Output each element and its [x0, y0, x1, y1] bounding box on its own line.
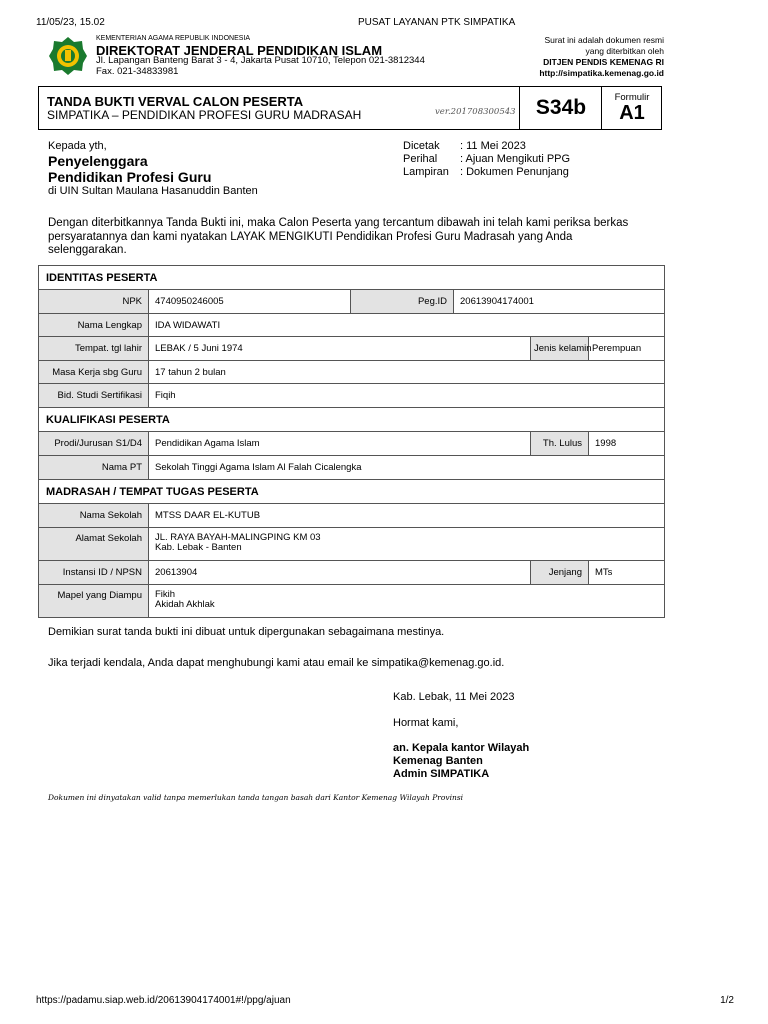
form-label: Formulir — [614, 92, 650, 103]
prodi-value: Pendidikan Agama Islam — [149, 432, 531, 456]
meta-value-perihal: : Ajuan Mengikuti PPG — [460, 153, 571, 165]
alamat-line2: Kab. Lebak - Banten — [155, 542, 242, 553]
sekolah-label: Nama Sekolah — [39, 504, 149, 528]
form-box — [601, 87, 662, 129]
intro-line2: persyaratannya dan kami nyatakan LAYAK MENGIKUTI Pendidikan Profesi Guru Madrasah yang Anda — [48, 230, 573, 243]
sign-place-date: Kab. Lebak, 11 Mei 2023 — [393, 691, 515, 703]
addressee-location: di UIN Sultan Maulana Hasanuddin Banten — [48, 185, 258, 197]
title-box — [38, 86, 662, 130]
intro-line3: selenggarakan. — [48, 244, 127, 256]
nama-label: Nama Lengkap — [39, 314, 149, 337]
directorate-name: DIREKTORAT JENDERAL PENDIDIKAN ISLAM — [96, 43, 383, 58]
mapel-value — [149, 585, 665, 618]
alamat-label: Alamat Sekolah — [39, 528, 149, 561]
prodi-label: Prodi/Jurusan S1/D4 — [39, 432, 149, 456]
official-note-line2: yang diterbitkan oleh — [585, 46, 664, 56]
salutation: Kepada yth, — [48, 140, 107, 152]
section-identitas: IDENTITAS PESERTA — [39, 266, 665, 290]
closing-line1: Demikian surat tanda bukti ini dibuat untuk dipergunakan sebagaimana mestinya. — [48, 626, 445, 638]
lulus-label: Th. Lulus — [531, 432, 589, 456]
official-note-line1: Surat ini adalah dokumen resmi — [544, 35, 664, 45]
ttl-label: Tempat. tgl lahir — [39, 337, 149, 361]
official-note-issuer: DITJEN PENDIS KEMENAG RI — [543, 57, 664, 67]
alamat-value — [149, 528, 665, 561]
addressee-line1: Penyelenggara — [48, 153, 148, 169]
directorate-address: Jl. Lapangan Banteng Barat 3 - 4, Jakarta Pusat 10710, Telepon 021-3812344 — [96, 55, 425, 66]
sekolah-value: MTSS DAAR EL-KUTUB — [149, 504, 665, 528]
print-url: https://padamu.siap.web.id/20613904174001#!/ppg/ajuan — [36, 995, 291, 1006]
print-datetime: 11/05/23, 15.02 — [36, 17, 105, 28]
section-kualifikasi: KUALIFIKASI PESERTA — [39, 408, 665, 432]
kemenag-emblem-icon — [48, 36, 88, 76]
addressee-line2: Pendidikan Profesi Guru — [48, 169, 212, 185]
document-subtitle: SIMPATIKA – PENDIDIKAN PROFESI GURU MADRASAH — [47, 108, 362, 122]
nama-value: IDA WIDAWATI — [149, 314, 665, 337]
jenjang-label: Jenjang — [531, 561, 589, 585]
ministry-name: KEMENTERIAN AGAMA REPUBLIK INDONESIA — [96, 35, 251, 42]
official-note-url: http://simpatika.kemenag.go.id — [539, 68, 664, 78]
npk-label: NPK — [39, 290, 149, 314]
participant-table — [38, 265, 665, 618]
meta-key-dicetak: Dicetak — [403, 140, 440, 152]
document-code: S34b — [519, 87, 602, 129]
npsn-value: 20613904 — [149, 561, 531, 585]
intro-line1: Dengan diterbitkannya Tanda Bukti ini, maka Calon Peserta yang tercantum dibawah ini telah kami periksa berkas — [48, 217, 629, 229]
sign-line1: an. Kepala kantor Wilayah — [393, 742, 530, 754]
document-title: TANDA BUKTI VERVAL CALON PESERTA — [47, 94, 304, 109]
print-title: PUSAT LAYANAN PTK SIMPATIKA — [358, 17, 516, 28]
meta-key-lampiran: Lampiran — [403, 166, 449, 178]
ttl-value: LEBAK / 5 Juni 1974 — [149, 337, 531, 361]
directorate-fax: Fax. 021-34833981 — [96, 66, 179, 77]
pegid-label: Peg.ID — [351, 290, 454, 314]
lulus-value: 1998 — [589, 432, 665, 456]
mapel-line1: Fikih — [155, 589, 176, 600]
jk-value: Perempuan — [589, 337, 665, 361]
sign-regards: Hormat kami, — [393, 717, 459, 729]
mapel-label: Mapel yang Diampu — [39, 585, 149, 618]
form-value: A1 — [619, 102, 645, 124]
print-page-number: 1/2 — [720, 995, 734, 1006]
bid-label: Bid. Studi Sertifikasi — [39, 384, 149, 408]
mapel-line2: Akidah Akhlak — [155, 599, 215, 610]
npk-value: 4740950246005 — [149, 290, 351, 314]
meta-value-dicetak: : 11 Mei 2023 — [460, 140, 526, 152]
pegid-value: 20613904174001 — [454, 290, 665, 314]
alamat-line1: JL. RAYA BAYAH-MALINGPING KM 03 — [155, 532, 321, 543]
closing-line2: Jika terjadi kendala, Anda dapat menghubungi kami atau email ke simpatika@kemenag.go.id. — [48, 657, 505, 669]
signature-block — [393, 742, 529, 781]
sign-line2: Kemenag Banten — [393, 755, 483, 767]
jk-label: Jenis kelamin — [531, 337, 589, 361]
meta-key-perihal: Perihal — [403, 153, 438, 165]
jenjang-value: MTs — [589, 561, 665, 585]
bid-value: Fiqih — [149, 384, 665, 408]
section-madrasah: MADRASAH / TEMPAT TUGAS PESERTA — [39, 480, 665, 504]
validity-footnote: Dokumen ini dinyatakan valid tanpa memerlukan tanda tangan basah dari Kantor Kemenag Wilayah Provinsi — [48, 793, 464, 802]
intro-paragraph — [48, 217, 648, 258]
meta-value-lampiran: : Dokumen Penunjang — [460, 166, 569, 178]
sign-line3: Admin SIMPATIKA — [393, 768, 490, 780]
pt-value: Sekolah Tinggi Agama Islam Al Falah Cicalengka — [149, 456, 665, 480]
masa-value: 17 tahun 2 bulan — [149, 361, 665, 384]
pt-label: Nama PT — [39, 456, 149, 480]
document-version: ver.201708300543 — [435, 107, 516, 117]
npsn-label: Instansi ID / NPSN — [39, 561, 149, 585]
official-note — [539, 35, 664, 79]
masa-label: Masa Kerja sbg Guru — [39, 361, 149, 384]
